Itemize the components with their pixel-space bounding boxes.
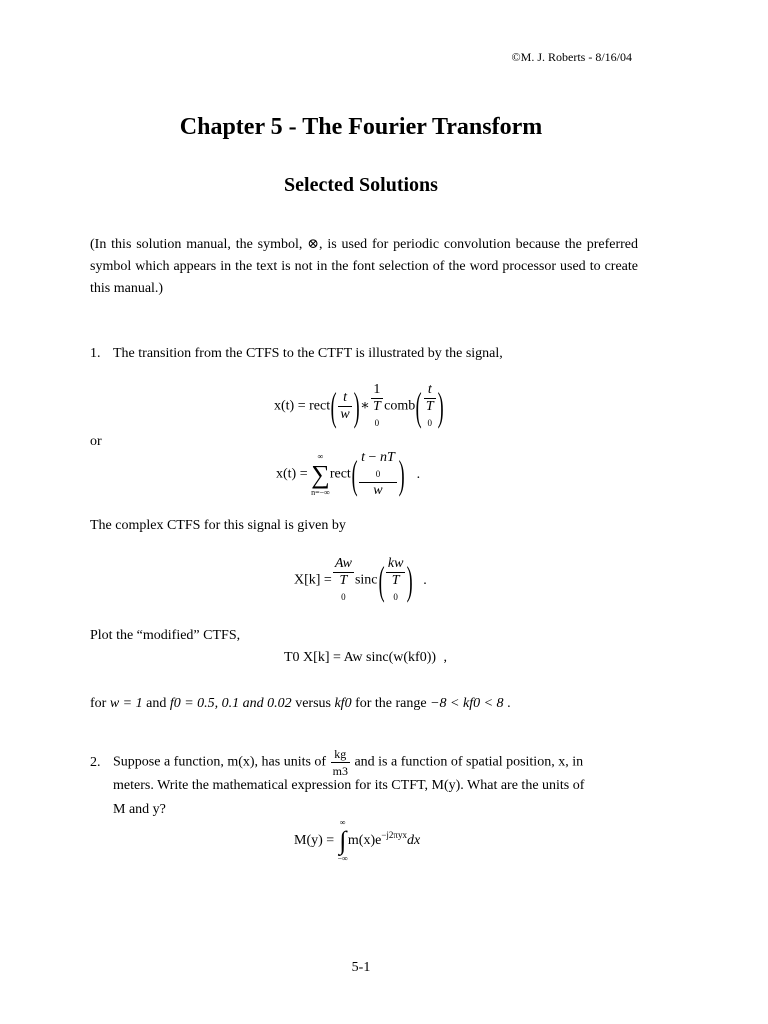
param-range-text: for the range (355, 696, 427, 711)
units-num: kg (334, 747, 347, 761)
eq4-text: T0 X[k] = Aw sinc(w(kf0)) (284, 650, 437, 665)
param-end: . (507, 696, 511, 711)
parameters-line (90, 696, 511, 712)
problem-2-line-2: meters. Write the mathematical expression for its CTFT, M(y). What are the units of (113, 778, 585, 793)
eq3-end: . (423, 572, 427, 588)
problem-2-text-a: Suppose a function, (113, 754, 224, 770)
problem-1-number: 1. (90, 346, 101, 361)
equation-2: x(t) = ∞ ∑ n=−∞ rect( t − nT 0 w ) . (276, 450, 421, 498)
param-for: for (90, 696, 107, 711)
problem-1-text: The transition from the CTFS to the CTFT is illustrated by the signal, (113, 346, 503, 361)
ctfs-text: The complex CTFS for this signal is given by (90, 518, 346, 533)
eq5-lower: −∞ (337, 854, 348, 863)
eq5-upper: ∞ (339, 818, 346, 827)
param-versus: versus (295, 696, 331, 711)
or-text: or (90, 434, 102, 449)
eq2-upper: ∞ (317, 451, 324, 461)
eq2-lhs: x(t) = (276, 466, 308, 482)
eq5-dx: dx (406, 833, 421, 849)
eq5-exponent: −j2πyx (381, 830, 407, 841)
problem-2-mx: m(x) (227, 754, 255, 770)
page-header-copyright: ©M. J. Roberts - 8/16/04 (511, 50, 632, 64)
eq2-lower: n=−∞ (311, 487, 330, 497)
equation-5: M(y) = ∞ ∫ −∞ $m(x)e^{-j2\pi yx}dx$ (294, 818, 421, 863)
problem-2-number: 2. (90, 754, 101, 770)
problem-2-text-b: , has units of (254, 754, 327, 770)
eq5-lhs: M(y) = (294, 833, 335, 849)
eq2-func: rect (329, 466, 351, 482)
intro-paragraph: (In this solution manual, the symbol, ⊗, is used for periodic convolution because the preferred symbol which appears in the text is not in the font selection of the word processor used to create this manual.) (90, 237, 638, 296)
eq3-lhs: X[k] = (294, 572, 332, 588)
param-and: and (146, 696, 167, 711)
eq1-comb: comb (384, 398, 416, 414)
units-den: m3 (332, 764, 348, 778)
section-subtitle: Selected Solutions (284, 174, 438, 196)
eq1-conv: ∗ (360, 398, 370, 414)
problem-2-line-3: M and y? (113, 802, 166, 817)
equation-1: x(t) = rect( $\frac{t}{w}$ )∗ 1 T 0 comb( t T 0 ) (274, 382, 444, 431)
plot-text: Plot the “modified” CTFS, (90, 628, 241, 643)
eq4-end: , (443, 650, 448, 665)
problem-2-text-c: and is a function of spatial position, x, in (354, 754, 584, 770)
eq1-lhs: x(t) = rect (274, 398, 331, 414)
param-w: w = 1 (109, 696, 143, 711)
eq3-func: sinc (354, 572, 378, 588)
equation-4 (284, 650, 447, 666)
param-range: −8 < kf0 < 8 (430, 696, 504, 711)
equation-3: X[k] = Aw T 0 sinc( kw T 0 ) . (294, 556, 427, 605)
param-f0: f0 = 0.5, 0.1 and 0.02 (169, 696, 292, 711)
chapter-title: Chapter 5 - The Fourier Transform (179, 114, 543, 140)
problem-2-statement (90, 746, 583, 779)
page-number: 5-1 (351, 960, 371, 975)
eq2-end: . (416, 466, 421, 482)
eq5-integrand: m(x)e (347, 833, 382, 849)
problem-1-statement (90, 346, 503, 362)
param-kf0: kf0 (334, 696, 352, 711)
